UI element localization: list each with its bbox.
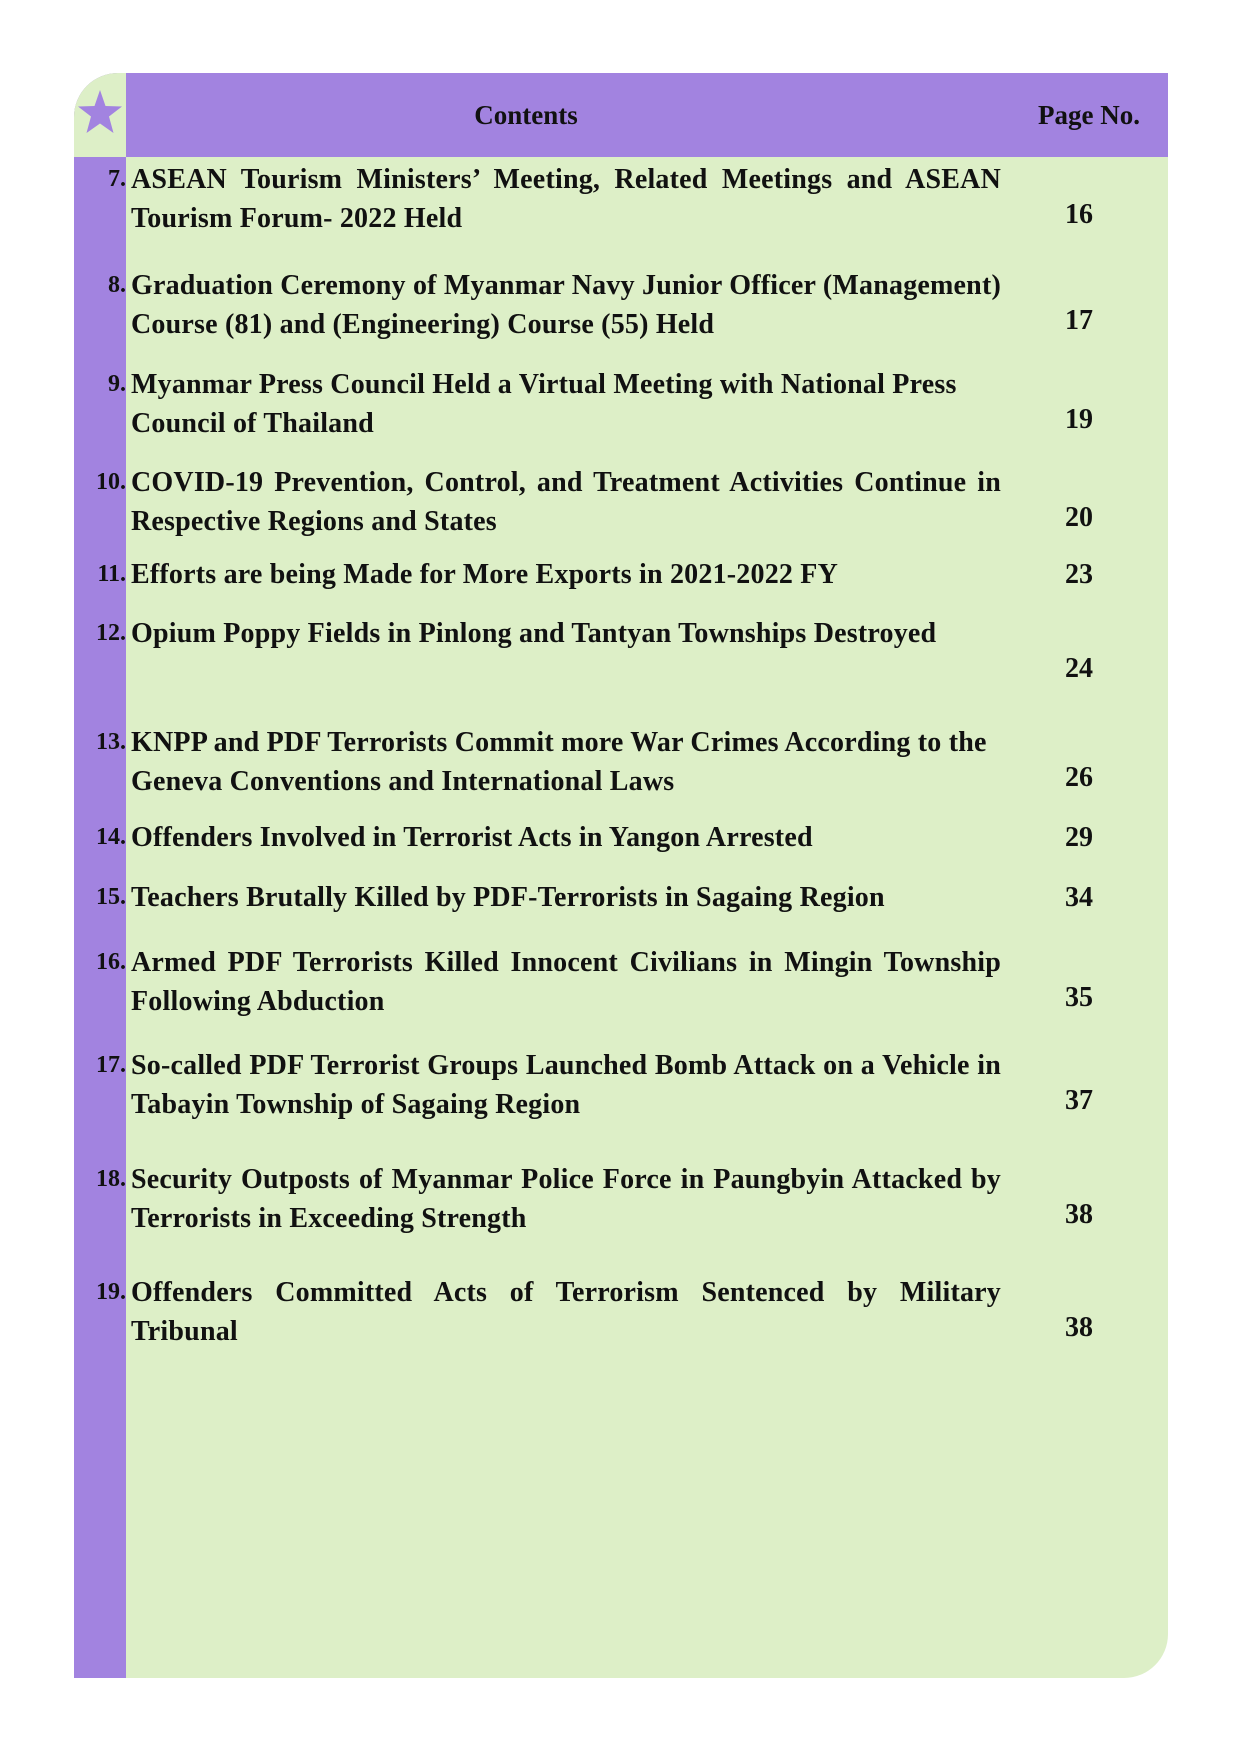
entry-page[interactable]: 24 xyxy=(1065,653,1093,684)
entry-title[interactable]: Security Outposts of Myanmar Police Force in Paungbyin Attacked by Terrorists in Exceeding Strength xyxy=(131,1164,1001,1234)
entry-page[interactable]: 19 xyxy=(1065,404,1093,435)
star-cell xyxy=(74,73,126,157)
entry-page[interactable]: 16 xyxy=(1065,199,1093,230)
contents-heading: Contents xyxy=(474,100,578,130)
star-icon xyxy=(77,88,123,138)
entry-title[interactable]: Offenders Committed Acts of Terrorism Sentenced by Military Tribunal xyxy=(131,1277,1001,1347)
entry-page[interactable]: 37 xyxy=(1065,1085,1093,1116)
page-number-heading: Page No. xyxy=(1038,100,1140,130)
entry-number: 13. xyxy=(96,729,126,755)
sidebar-stripe xyxy=(74,73,126,1678)
entry-title[interactable]: COVID-19 Prevention, Control, and Treatment Activities Continue in Respective Regions and States xyxy=(131,467,1001,537)
entry-title[interactable]: Offenders Involved in Terrorist Acts in Yangon Arrested xyxy=(131,822,813,853)
entry-number: 19. xyxy=(96,1279,126,1305)
entry-page[interactable]: 29 xyxy=(1065,822,1093,853)
entry-number: 9. xyxy=(108,371,126,397)
entry-title[interactable]: Efforts are being Made for More Exports in 2021-2022 FY xyxy=(131,559,839,590)
entry-title[interactable]: ASEAN Tourism Ministers’ Meeting, Related Meetings and ASEAN Tourism Forum- 2022 Held xyxy=(131,164,1001,234)
entry-number: 12. xyxy=(96,620,126,646)
entry-page[interactable]: 26 xyxy=(1065,762,1093,793)
entry-number: 15. xyxy=(96,884,126,910)
contents-panel xyxy=(74,73,1168,1678)
entry-page[interactable]: 20 xyxy=(1065,502,1093,533)
entry-title[interactable]: So-called PDF Terrorist Groups Launched Bomb Attack on a Vehicle in Tabayin Township of Sagaing Region xyxy=(131,1050,1001,1120)
entry-number: 7. xyxy=(108,166,126,192)
entry-page[interactable]: 38 xyxy=(1065,1199,1093,1230)
entry-number: 14. xyxy=(96,824,126,850)
entry-title[interactable]: Teachers Brutally Killed by PDF-Terrorists in Sagaing Region xyxy=(131,882,885,913)
entry-number: 10. xyxy=(96,469,126,495)
entry-title[interactable]: KNPP and PDF Terrorists Commit more War Crimes According to the Geneva Conventions and International Laws xyxy=(131,727,987,797)
entry-page[interactable]: 34 xyxy=(1065,882,1093,913)
entry-title[interactable]: Myanmar Press Council Held a Virtual Meeting with National Press Council of Thailand xyxy=(131,369,957,439)
entry-title[interactable]: Graduation Ceremony of Myanmar Navy Junior Officer (Management) Course (81) and (Engineering) Course (55) Held xyxy=(131,270,1001,340)
entry-page[interactable]: 38 xyxy=(1065,1312,1093,1343)
entry-title[interactable]: Opium Poppy Fields in Pinlong and Tantyan Townships Destroyed xyxy=(131,618,937,649)
entry-number: 11. xyxy=(97,561,126,587)
entry-page[interactable]: 17 xyxy=(1065,305,1093,336)
entry-page[interactable]: 35 xyxy=(1065,982,1093,1013)
entry-page[interactable]: 23 xyxy=(1065,559,1093,590)
entry-number: 18. xyxy=(96,1166,126,1192)
entry-number: 16. xyxy=(96,949,126,975)
entry-title[interactable]: Armed PDF Terrorists Killed Innocent Civilians in Mingin Township Following Abduction xyxy=(131,947,1001,1017)
entry-number: 17. xyxy=(96,1052,126,1078)
entry-number: 8. xyxy=(108,272,126,298)
